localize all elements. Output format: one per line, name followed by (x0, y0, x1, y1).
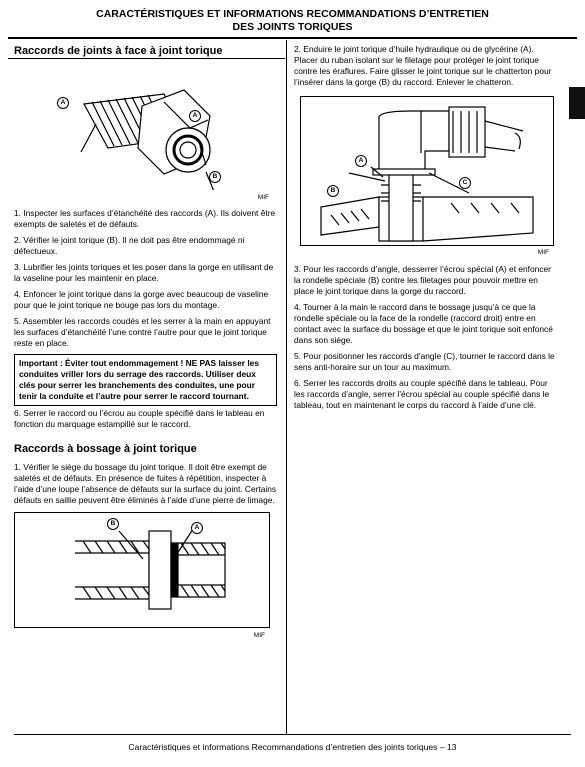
step-r-5: 5. Pour positionner les raccords d’angle (C), tourner le raccord dans le sens anti-horaire sur un tour au maximum. (294, 351, 555, 372)
thumb-tab (569, 87, 585, 119)
step-r-2: 2. Enduire le joint torique d’huile hydraulique ou de glycérine (A). Placer du ruban isolant sur le filetage pour protéger le joint torique contre les éraflures. Faire glisser le joint torique sur le chatterton pour l’insérer dans la gorge (B) du raccord. Enlever le chatteron. (294, 44, 552, 87)
figure-boss-fitting (14, 512, 270, 639)
page-header (0, 8, 585, 34)
callout-a-left: A (57, 97, 69, 109)
footer-rule (14, 734, 571, 735)
callout-a-right: A (189, 110, 201, 122)
step-1-1: 1. Inspecter les surfaces d’étanchéité des raccords (A). Ils doivent être exempts de saletés et de défauts. (14, 208, 276, 229)
section1-title: Raccords de joints à face à joint torique (14, 45, 223, 57)
step-r-3: 3. Pour les raccords d’angle, desserrer l’écrou spécial (A) et enfoncer la rondelle spéciale (B) contre les filetages pour pouvoir mettre en place le joint torique dans la gorge du raccord. (294, 264, 551, 296)
header-line-2: DES JOINTS TORIQUES (232, 21, 353, 33)
important-notice: Important : Éviter tout endommagement ! NE PAS laisser les conduites vriller lors du serrage des raccords. Utiliser deux clés pour serrer les branchements des conduites, une pour tenir la conduite et l’autre pour serrer le raccord tournant. (14, 354, 277, 406)
step-1-4: 4. Enfoncer le joint torique dans la gorge avec beaucoup de vaseline pour que le joint torique ne bouge pas lors du montage. (14, 289, 269, 310)
left-column (14, 44, 277, 639)
header-line-1: CARACTÉRISTIQUES ET INFORMATIONS RECOMMANDATIONS D’ENTRETIEN (96, 8, 489, 20)
callout-a: A (191, 522, 203, 534)
step-r-4: 4. Tourner à la main le raccord dans le bossage jusqu’à ce que la rondelle spéciale ou la face de la rondelle (raccord droit) entre en contact avec la surface du bossage et que le joint torique soit enfoncé dans son siège. (294, 302, 553, 345)
right-column (294, 44, 557, 416)
section2-title: Raccords à bossage à joint torique (14, 443, 197, 455)
header-rule (8, 37, 577, 39)
callout-b: B (209, 171, 221, 183)
callout-b: B (327, 185, 339, 197)
step-1-5: 5. Assembler les raccords coudés et les serrer à la main en appuyant les surfaces d’étanchéité l’une contre l’autre pour que le joint torique reste en place. (14, 316, 271, 348)
column-divider (286, 40, 287, 734)
figure-angle-fitting (300, 96, 554, 256)
callout-a: A (355, 155, 367, 167)
step-1-2: 2. Vérifier le joint torique (B). Il ne doit pas être endommagé ni défectueux. (14, 235, 245, 256)
step-r-6: 6. Serrer les raccords droits au couple spécifié dans le tableau. Pour les raccords d’angle, serrer l’écrou spécial au couple spécifié dans le tableau, tout en maintenant le corps du raccord à l’aide d’une clé. (294, 378, 550, 410)
step-2-1: 1. Vérifier le siège du bossage du joint torique. Il doit être exempt de saletés et de défauts. En présence de fuites à répétition, inspecter à l’aide d’une loupe l’absence de défauts sur la surface du joint. Certains défauts en saillie peuvent être éliminés à l’aide d’une pierre de limage. (14, 462, 277, 505)
boss-fitting-illustration (15, 513, 269, 627)
callout-c: C (459, 177, 471, 189)
figure1-label: MIF (257, 194, 269, 201)
step-1-6: 6. Serrer le raccord ou l’écrou au couple spécifié dans le tableau en fonction du marquage estampillé sur le raccord. (14, 408, 265, 429)
angle-fitting-illustration (301, 97, 553, 245)
page-footer: Caractéristiques et informations Recommandations d’entretien des joints toriques – 13 (128, 742, 457, 752)
face-seal-fitting-illustration (14, 62, 273, 190)
figure3-label: MIF (253, 632, 265, 639)
step-1-3: 3. Lubrifier les joints toriques et les poser dans la gorge en utilisant de la vaseline pour les maintenir en place. (14, 262, 274, 283)
steps-list-right (294, 264, 557, 411)
steps-list-1 (14, 208, 277, 349)
figure2-label: MIF (537, 249, 549, 256)
figure-face-seal-fitting (14, 62, 273, 201)
callout-b: B (107, 518, 119, 530)
